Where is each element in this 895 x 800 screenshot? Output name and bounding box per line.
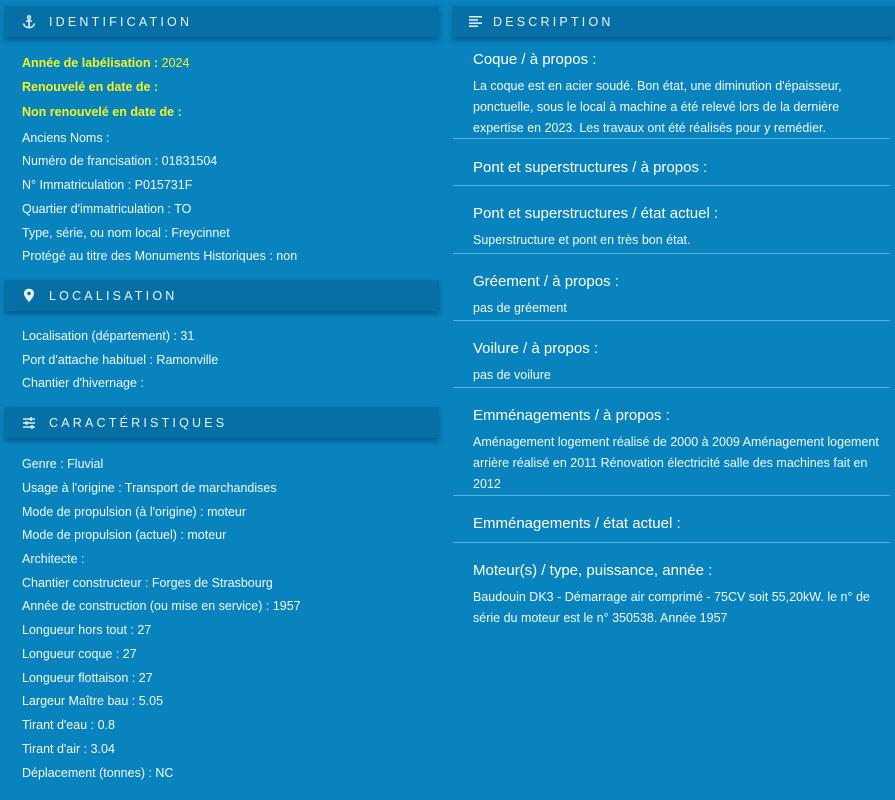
emmenagements-apropos-title: Emménagements / à propos : (473, 407, 670, 424)
propulsion-actuel-field: Mode de propulsion (actuel) : moteur (22, 528, 227, 542)
separator (453, 320, 890, 321)
separator (453, 387, 890, 388)
localisation-title: LOCALISATION (49, 288, 178, 303)
separator (453, 253, 890, 254)
separator (453, 495, 890, 496)
largeur-field: Largeur Maître bau : 5.05 (22, 694, 164, 708)
description-title: DESCRIPTION (493, 14, 614, 29)
propulsion-origine-field: Mode de propulsion (à l'origine) : moteur (22, 505, 247, 519)
caracteristiques-header (5, 407, 439, 438)
quartier-field: Quartier d'immatriculation : TO (22, 202, 192, 216)
separator (453, 542, 890, 543)
annee-labelisation-label: Année de labélisation : (22, 56, 159, 70)
identification-header (5, 6, 439, 37)
align-left-icon (467, 14, 483, 30)
identification-title: IDENTIFICATION (49, 14, 193, 29)
pont-etat-text: Superstructure et pont en très bon état. (473, 233, 691, 247)
longueur-hors-tout-field: Longueur hors tout : 27 (22, 623, 152, 637)
deplacement-field: Déplacement (tonnes) : NC (22, 766, 174, 780)
annee-labelisation-value: 2024 (161, 56, 190, 70)
port-attache-field: Port d'attache habituel : Ramonville (22, 353, 219, 367)
description-header (453, 6, 895, 37)
longueur-coque-field: Longueur coque : 27 (22, 647, 137, 661)
localisation-header (5, 280, 439, 311)
tirant-air-field: Tirant d'air : 3.04 (22, 742, 115, 756)
voilure-title: Voilure / à propos : (473, 340, 599, 357)
non-renouvele-label: Non renouvelé en date de : (22, 105, 182, 119)
longueur-flottaison-field: Longueur flottaison : 27 (22, 671, 153, 685)
emmenagements-apropos-text: Aménagement logement réalisé de 2000 à 2009 Aménagement logement arrière réalisé en 2011 Rénovation électricité salle des machines fait en 2012 (473, 435, 879, 491)
annee-construction-field: Année de construction (ou mise en service) : 1957 (22, 599, 301, 613)
renouvele-label: Renouvelé en date de : (22, 80, 159, 94)
map-pin-icon (21, 288, 37, 304)
renouvele-field (22, 79, 158, 95)
coque-text: La coque est en acier soudé. Bon état, une diminution d'épaisseur, ponctuelle, sous le local à machine a été relevé lors de la dernière expertise en 2023. Les travaux ont été réalisés pour y remédier. (473, 79, 842, 135)
greement-text: pas de gréement (473, 301, 567, 315)
moteur-text: Baudouin DK3 - Démarrage air comprimé - 75CV soit 55,20kW. le n° de série du moteur est le n° 350538. Année 1957 (473, 590, 870, 625)
protege-field: Protégé au titre des Monuments Historiques : non (22, 249, 298, 263)
usage-field: Usage à l'origine : Transport de marchandises (22, 481, 277, 495)
pont-etat-title: Pont et superstructures / état actuel : (473, 205, 719, 222)
non-renouvele-field (22, 104, 182, 120)
chantier-constructeur-field: Chantier constructeur : Forges de Strasbourg (22, 576, 273, 590)
separator (453, 138, 890, 139)
annee-labelisation-field (22, 55, 189, 71)
separator (453, 185, 890, 186)
coque-title: Coque / à propos : (473, 51, 597, 68)
pont-apropos-title: Pont et superstructures / à propos : (473, 159, 708, 176)
genre-field: Genre : Fluvial (22, 457, 104, 471)
chantier-hivernage-field: Chantier d'hivernage : (22, 376, 144, 390)
immatriculation-field: N° Immatriculation : P015731F (22, 178, 193, 192)
caracteristiques-title: CARACTÉRISTIQUES (49, 415, 228, 430)
emmenagements-etat-title: Emménagements / état actuel : (473, 515, 681, 532)
tirant-eau-field: Tirant d'eau : 0.8 (22, 718, 115, 732)
type-field: Type, série, ou nom local : Freycinnet (22, 226, 230, 240)
sliders-icon (21, 415, 37, 431)
voilure-text: pas de voilure (473, 368, 551, 382)
anchor-icon (21, 14, 37, 30)
anciens-noms-field: Anciens Noms : (22, 131, 110, 145)
francisation-field: Numéro de francisation : 01831504 (22, 154, 218, 168)
moteur-title: Moteur(s) / type, puissance, année : (473, 562, 713, 579)
architecte-field: Architecte : (22, 552, 85, 566)
departement-field: Localisation (département) : 31 (22, 329, 195, 343)
greement-title: Gréement / à propos : (473, 273, 619, 290)
